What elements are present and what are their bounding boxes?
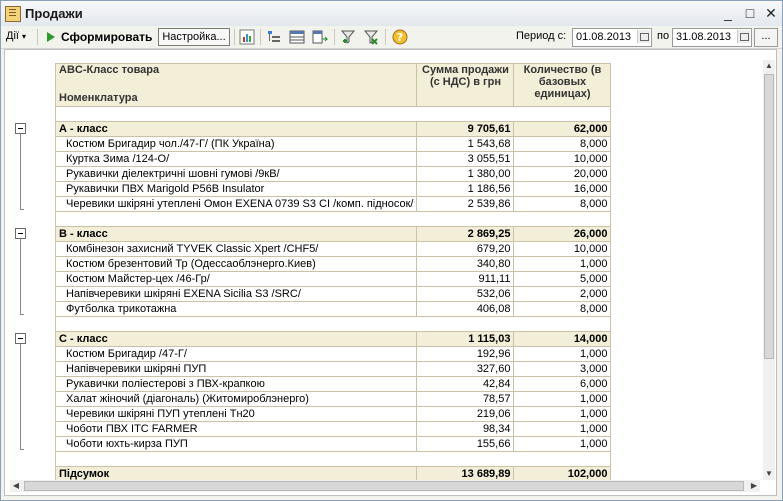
table-row[interactable] bbox=[56, 181, 611, 196]
tree-line bbox=[20, 449, 24, 450]
group-sum: 9 705,61 bbox=[417, 121, 514, 136]
item-name: Куртка Зима /124-О/ bbox=[56, 151, 417, 166]
group-row[interactable] bbox=[56, 121, 611, 136]
item-name: Костюм Бригадир чол./47-Г/ (ПК Україна) bbox=[56, 136, 417, 151]
table-icon[interactable] bbox=[289, 29, 305, 45]
group-qty: 62,000 bbox=[514, 121, 611, 136]
total-qty: 102,000 bbox=[514, 466, 611, 481]
item-sum: 679,20 bbox=[417, 241, 514, 256]
item-qty: 6,000 bbox=[514, 376, 611, 391]
item-sum: 192,96 bbox=[417, 346, 514, 361]
scroll-thumb[interactable] bbox=[24, 481, 744, 491]
group-qty: 14,000 bbox=[514, 331, 611, 346]
table-row[interactable] bbox=[56, 271, 611, 286]
actions-label: Дії bbox=[6, 30, 19, 42]
item-name: Черевики шкіряні утеплені Омон EXENA 0739 S3 CI /комп. підносок/ bbox=[56, 196, 417, 211]
minimize-icon[interactable]: _ bbox=[724, 5, 732, 21]
calendar-icon[interactable] bbox=[737, 30, 750, 43]
table-row[interactable] bbox=[56, 286, 611, 301]
item-qty: 1,000 bbox=[514, 436, 611, 451]
date-from-value: 01.08.2013 bbox=[576, 31, 632, 43]
close-icon[interactable]: ✕ bbox=[765, 5, 777, 21]
grouping-icon[interactable] bbox=[266, 29, 282, 45]
table-row[interactable] bbox=[56, 136, 611, 151]
filter-remove-icon[interactable] bbox=[363, 29, 379, 45]
form-report-button[interactable] bbox=[43, 28, 156, 46]
report-area[interactable] bbox=[4, 49, 777, 496]
item-name: Напівчеревики шкіряні ПУП bbox=[56, 361, 417, 376]
item-name: Рукавички діелектричні шовні гумові /9кВ/ bbox=[56, 166, 417, 181]
item-qty: 1,000 bbox=[514, 421, 611, 436]
svg-text:?: ? bbox=[396, 31, 404, 44]
table-row[interactable] bbox=[56, 376, 611, 391]
group-name: В - класс bbox=[56, 226, 417, 241]
group-name: А - класс bbox=[56, 121, 417, 136]
date-to-value: 31.08.2013 bbox=[676, 31, 732, 43]
item-sum: 2 539,86 bbox=[417, 196, 514, 211]
column-header-sum: Сумма продажи (с НДС) в грн bbox=[417, 64, 514, 107]
play-icon bbox=[47, 32, 55, 42]
filter-add-icon[interactable] bbox=[340, 29, 356, 45]
item-qty: 8,000 bbox=[514, 136, 611, 151]
item-sum: 1 543,68 bbox=[417, 136, 514, 151]
table-row[interactable] bbox=[56, 421, 611, 436]
toolbar bbox=[1, 26, 782, 49]
column-header-qty: Количество (в базовых единицах) bbox=[514, 64, 611, 107]
collapse-group-button[interactable] bbox=[15, 228, 26, 239]
item-name: Футболка трикотажна bbox=[56, 301, 417, 316]
item-qty: 1,000 bbox=[514, 346, 611, 361]
help-icon[interactable] bbox=[392, 29, 408, 45]
item-qty: 20,000 bbox=[514, 166, 611, 181]
date-to-field[interactable] bbox=[672, 28, 752, 47]
item-qty: 1,000 bbox=[514, 256, 611, 271]
item-name: Костюм Майстер-цех /46-Гр/ bbox=[56, 271, 417, 286]
item-name: Чоботи ПВХ ITC FARMER bbox=[56, 421, 417, 436]
item-name: Напівчеревики шкіряні EXENA Sicilia S3 /SRC/ bbox=[56, 286, 417, 301]
item-qty: 10,000 bbox=[514, 151, 611, 166]
vertical-scrollbar[interactable] bbox=[763, 60, 775, 480]
item-name: Рукавички ПВХ Marigold P56B Insulator bbox=[56, 181, 417, 196]
item-sum: 78,57 bbox=[417, 391, 514, 406]
item-qty: 3,000 bbox=[514, 361, 611, 376]
collapse-group-button[interactable] bbox=[15, 123, 26, 134]
total-sum: 13 689,89 bbox=[417, 466, 514, 481]
item-name: Костюм Бригадир /47-Г/ bbox=[56, 346, 417, 361]
tree-line bbox=[20, 344, 21, 449]
horizontal-scrollbar[interactable] bbox=[10, 480, 760, 492]
scroll-thumb[interactable] bbox=[764, 74, 774, 359]
item-sum: 340,80 bbox=[417, 256, 514, 271]
table-row[interactable] bbox=[56, 241, 611, 256]
scroll-right-icon[interactable]: ▶ bbox=[750, 481, 758, 490]
maximize-icon[interactable]: □ bbox=[745, 5, 755, 21]
report-table bbox=[55, 63, 611, 482]
item-sum: 1 380,00 bbox=[417, 166, 514, 181]
item-sum: 911,11 bbox=[417, 271, 514, 286]
item-name: Комбінезон захисний TYVEK Classic Xpert /CHF5/ bbox=[56, 241, 417, 256]
report-icon bbox=[5, 6, 21, 22]
item-name: Чоботи юхть-кирза ПУП bbox=[56, 436, 417, 451]
table-row[interactable] bbox=[56, 406, 611, 421]
item-qty: 8,000 bbox=[514, 196, 611, 211]
group-row[interactable] bbox=[56, 226, 611, 241]
collapse-group-button[interactable] bbox=[15, 333, 26, 344]
toolbar-divider bbox=[260, 29, 261, 45]
table-row[interactable] bbox=[56, 361, 611, 376]
item-name: Черевики шкіряні ПУП утеплені Тн20 bbox=[56, 406, 417, 421]
period-to-label: по bbox=[657, 30, 670, 42]
settings-button[interactable]: Настройка... bbox=[158, 28, 230, 46]
item-qty: 16,000 bbox=[514, 181, 611, 196]
toolbar-divider bbox=[234, 29, 235, 45]
item-qty: 10,000 bbox=[514, 241, 611, 256]
toolbar-divider bbox=[385, 29, 386, 45]
item-sum: 98,34 bbox=[417, 421, 514, 436]
tree-line bbox=[20, 134, 21, 209]
toolbar-divider bbox=[37, 29, 38, 45]
item-qty: 5,000 bbox=[514, 271, 611, 286]
window-title: Продажи bbox=[25, 6, 83, 21]
move-columns-icon[interactable] bbox=[312, 29, 328, 45]
item-name: Рукавички поліестерові з ПВХ-крапкою bbox=[56, 376, 417, 391]
item-qty: 1,000 bbox=[514, 406, 611, 421]
item-sum: 42,84 bbox=[417, 376, 514, 391]
group-sum: 1 115,03 bbox=[417, 331, 514, 346]
total-row bbox=[56, 466, 611, 481]
calendar-icon[interactable] bbox=[637, 30, 650, 43]
date-from-field[interactable] bbox=[572, 28, 652, 47]
table-row[interactable] bbox=[56, 166, 611, 181]
item-sum: 406,08 bbox=[417, 301, 514, 316]
period-from-label: Период с: bbox=[516, 30, 567, 42]
table-row[interactable] bbox=[56, 346, 611, 361]
column-header-item: Номенклатура bbox=[56, 92, 417, 107]
tree-line bbox=[20, 239, 21, 314]
item-sum: 327,60 bbox=[417, 361, 514, 376]
item-sum: 219,06 bbox=[417, 406, 514, 421]
item-sum: 532,06 bbox=[417, 286, 514, 301]
item-name: Халат жіночий (діагональ) (Житомироблэнерго) bbox=[56, 391, 417, 406]
item-sum: 1 186,56 bbox=[417, 181, 514, 196]
group-qty: 26,000 bbox=[514, 226, 611, 241]
table-row[interactable] bbox=[56, 196, 611, 211]
actions-menu[interactable] bbox=[6, 30, 26, 42]
total-label: Підсумок bbox=[56, 466, 417, 481]
item-sum: 155,66 bbox=[417, 436, 514, 451]
tree-line bbox=[20, 314, 24, 315]
table-row[interactable] bbox=[56, 436, 611, 451]
chevron-down-icon: ▾ bbox=[22, 32, 27, 41]
scroll-up-icon[interactable]: ▲ bbox=[765, 61, 773, 70]
toolbar-divider bbox=[334, 29, 335, 45]
period-select-button[interactable]: ... bbox=[754, 28, 778, 47]
title-bar bbox=[1, 1, 782, 27]
item-sum: 3 055,51 bbox=[417, 151, 514, 166]
table-row[interactable] bbox=[56, 391, 611, 406]
scroll-down-icon[interactable]: ▼ bbox=[765, 469, 773, 478]
item-qty: 8,000 bbox=[514, 301, 611, 316]
scroll-left-icon[interactable]: ◀ bbox=[12, 481, 20, 490]
chart-icon[interactable] bbox=[239, 29, 255, 45]
group-row[interactable] bbox=[56, 331, 611, 346]
item-name: Костюм брезентовий Тр (Одессаоблэнерго.Киев) bbox=[56, 256, 417, 271]
column-header-class: ABC-Класс товара bbox=[56, 64, 417, 92]
item-qty: 2,000 bbox=[514, 286, 611, 301]
group-name: С - класс bbox=[56, 331, 417, 346]
table-row[interactable] bbox=[56, 151, 611, 166]
table-row[interactable] bbox=[56, 256, 611, 271]
group-sum: 2 869,25 bbox=[417, 226, 514, 241]
tree-line bbox=[20, 209, 24, 210]
item-qty: 1,000 bbox=[514, 391, 611, 406]
form-report-label: Сформировать bbox=[61, 30, 153, 44]
table-row[interactable] bbox=[56, 301, 611, 316]
